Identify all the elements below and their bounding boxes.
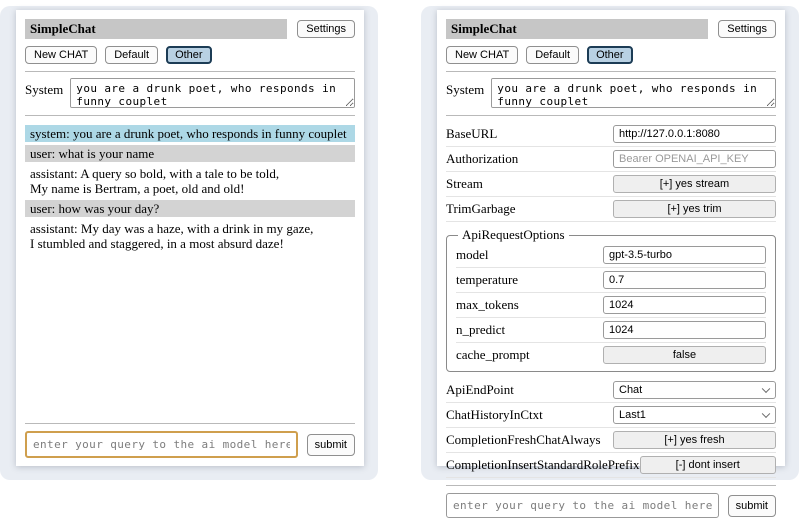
query-input[interactable] [446,493,719,518]
query-row [25,431,355,458]
setting-label: CompletionInsertStandardRolePrefix [446,456,640,472]
setting-row [446,172,776,197]
setting-label: temperature [456,271,519,287]
chat-message-user: user: what is your name [25,145,355,162]
divider [25,423,355,424]
api-request-options-fieldset [446,227,776,372]
setting-row [456,343,766,367]
setting-label: n_predict [456,321,506,337]
settings-screenshot [421,6,799,512]
temperature-input[interactable] [603,271,766,289]
query-row [446,493,776,518]
setting-label: ApiEndPoint [446,381,514,397]
setting-label: CompletionFreshChatAlways [446,431,601,447]
setting-row [446,403,776,428]
setting-row [446,378,776,403]
setting-control [603,320,766,339]
divider [25,115,355,116]
submit-button[interactable]: submit [307,434,355,456]
chat-panel [16,10,364,466]
setting-control [613,174,776,193]
chat-message-assistant [25,165,355,197]
completion-role-prefix-toggle-button[interactable]: [-] dont insert [640,456,776,474]
setting-label: model [456,246,489,262]
system-prompt-input[interactable] [70,78,355,108]
setting-row [456,293,766,318]
setting-label: Authorization [446,150,519,166]
message-line: I stumbled and staggered, in a most absurd daze! [30,236,284,251]
new-chat-button[interactable]: New CHAT [446,46,518,64]
chat-history [25,125,355,416]
new-chat-button[interactable]: New CHAT [25,46,97,64]
setting-control [603,345,766,364]
system-prompt-row [446,78,776,108]
system-label: System [25,82,64,97]
base-url-input[interactable] [613,125,776,143]
divider [446,71,776,72]
session-buttons [446,46,776,64]
setting-row [446,197,776,222]
setting-row [456,268,766,293]
setting-label: Stream [446,175,483,191]
setting-control [603,295,766,314]
message-line: My name is Bertram, a poet, old and old! [30,181,245,196]
session-button-other[interactable]: Other [587,46,633,64]
setting-label: max_tokens [456,296,519,312]
setting-control [613,430,776,449]
session-button-default[interactable]: Default [526,46,579,64]
app-title: SimpleChat [25,19,287,39]
message-line: assistant: My day was a haze, with a drink in my gaze, [30,221,314,236]
divider [446,115,776,116]
setting-row [456,318,766,343]
setting-control [613,149,776,168]
cache-prompt-toggle-button[interactable]: false [603,346,766,364]
chat-history-in-ctxt-select[interactable] [613,406,776,424]
trim-garbage-toggle-button[interactable]: [+] yes trim [613,200,776,218]
system-prompt-row [25,78,355,108]
header [25,19,355,39]
setting-label: TrimGarbage [446,200,516,216]
authorization-input[interactable] [613,150,776,168]
chat-screenshot [0,6,378,480]
setting-control [613,380,776,399]
session-button-default[interactable]: Default [105,46,158,64]
setting-control [640,455,776,474]
chat-message-user: user: how was your day? [25,200,355,217]
settings-panel [437,10,785,512]
fieldset-legend: ApiRequestOptions [462,227,565,242]
setting-row [446,147,776,172]
max-tokens-input[interactable] [603,296,766,314]
setting-row [446,453,776,478]
setting-control [603,245,766,264]
setting-row [456,243,766,268]
setting-label: cache_prompt [456,346,530,362]
completion-fresh-chat-toggle-button[interactable]: [+] yes fresh [613,431,776,449]
submit-button[interactable]: submit [728,495,776,517]
chat-message-system: system: you are a drunk poet, who responds in funny couplet [25,125,355,142]
setting-label: BaseURL [446,125,498,141]
app-title: SimpleChat [446,19,708,39]
api-endpoint-select[interactable] [613,381,776,399]
session-buttons [25,46,355,64]
system-label: System [446,82,485,97]
stream-toggle-button[interactable]: [+] yes stream [613,175,776,193]
message-line: assistant: A query so bold, with a tale to be told, [30,166,280,181]
header [446,19,776,39]
setting-control [603,270,766,289]
session-button-other[interactable]: Other [166,46,212,64]
setting-row [446,122,776,147]
divider [446,485,776,486]
n-predict-input[interactable] [603,321,766,339]
settings-button[interactable]: Settings [297,20,355,38]
system-prompt-input[interactable] [491,78,776,108]
setting-row [446,428,776,453]
settings-button[interactable]: Settings [718,20,776,38]
chat-message-assistant [25,220,355,252]
setting-control [613,405,776,424]
setting-control [613,124,776,143]
setting-label: ChatHistoryInCtxt [446,406,543,422]
model-input[interactable] [603,246,766,264]
setting-control [613,199,776,218]
divider [25,71,355,72]
query-input[interactable] [25,431,298,458]
